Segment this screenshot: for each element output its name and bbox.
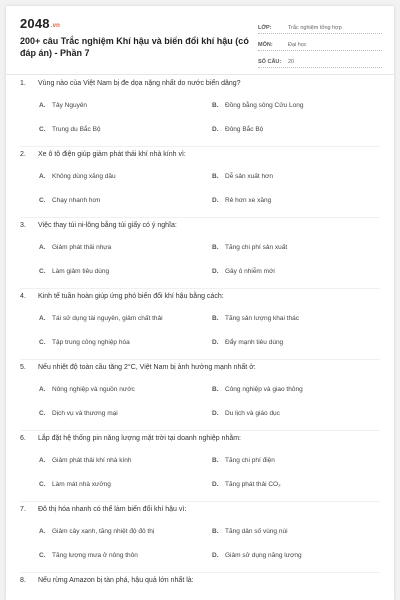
question-text: 2. Xe ô tô điện giúp giảm phát thải khí nhà kính vì: <box>20 151 186 158</box>
meta-count-label: SỐ CÂU: <box>258 59 282 65</box>
option-a[interactable]: A. Tái sử dụng tài nguyên, giảm chất thải <box>39 315 163 322</box>
option-b[interactable]: B. Tăng chi phí sản xuất <box>212 244 288 251</box>
page-title: 200+ câu Trắc nghiệm Khí hậu và biến đổi khí hậu (có đáp án) - Phần 7 <box>20 36 249 58</box>
document-header <box>6 6 394 74</box>
question-text: 4. Kinh tế tuần hoàn giúp ứng phó biến đổi khí hậu bằng cách: <box>20 293 224 300</box>
option-c[interactable]: C. Tăng lượng mưa ở nông thôn <box>39 552 138 559</box>
option-a[interactable]: A. Nông nghiệp và nguồn nước <box>39 386 135 393</box>
option-c[interactable]: C. Chạy nhanh hơn <box>39 197 101 204</box>
option-c[interactable]: C. Làm mát nhà xưởng <box>39 481 111 488</box>
option-a[interactable]: A. Không dùng xăng dầu <box>39 173 116 180</box>
option-a[interactable]: A. Giảm cây xanh, tăng nhiệt độ đô thị <box>39 528 155 535</box>
question-5 <box>6 364 394 435</box>
question-divider <box>20 572 380 573</box>
question-8 <box>6 577 394 600</box>
option-a[interactable]: A. Giảm phát thải nhựa <box>39 244 112 251</box>
question-text: 1. Vùng nào của Việt Nam bị đe dọa nặng nhất do nước biển dâng? <box>20 80 241 87</box>
option-d[interactable]: D. Đẩy mạnh tiêu dùng <box>212 339 284 346</box>
meta-class-value: Trắc nghiệm tổng hợp <box>288 25 342 31</box>
meta-subject-value: Đại học <box>288 42 307 48</box>
question-list <box>6 80 394 600</box>
question-3 <box>6 222 394 293</box>
option-b[interactable]: B. Tăng dân số vùng núi <box>212 528 288 535</box>
meta-subject-row <box>258 36 382 51</box>
question-text: 7. Đô thị hóa nhanh có thể làm biến đổi khí hậu vì: <box>20 506 187 513</box>
option-c[interactable]: C. Dịch vụ và thương mại <box>39 410 118 417</box>
question-2 <box>6 151 394 222</box>
option-b[interactable]: B. Dễ sản xuất hơn <box>212 173 273 180</box>
question-4 <box>6 293 394 364</box>
option-d[interactable]: D. Du lịch và giáo dục <box>212 410 280 417</box>
option-d[interactable]: D. Rẻ hơn xe xăng <box>212 197 272 204</box>
option-c[interactable]: C. Trung du Bắc Bộ <box>39 126 101 133</box>
option-b[interactable]: B. Tăng sản lượng khai thác <box>212 315 300 322</box>
question-6 <box>6 435 394 506</box>
header-divider <box>6 74 394 75</box>
option-d[interactable]: D. Tăng phát thải CO₂ <box>212 481 281 488</box>
meta-class-row <box>258 19 382 34</box>
option-d[interactable]: D. Gây ô nhiễm mới <box>212 268 275 275</box>
question-text: 3. Việc thay túi ni-lông bằng túi giấy có ý nghĩa: <box>20 222 177 229</box>
option-d[interactable]: D. Đông Bắc Bộ <box>212 126 264 133</box>
option-a[interactable]: A. Giảm phát thải khí nhà kính <box>39 457 132 464</box>
question-7 <box>6 506 394 577</box>
question-divider <box>20 501 380 502</box>
option-b[interactable]: B. Đồng bằng sông Cửu Long <box>212 102 304 109</box>
meta-class-label: LỚP: <box>258 25 272 31</box>
document-page <box>6 6 394 600</box>
question-divider <box>20 146 380 147</box>
question-divider <box>20 288 380 289</box>
option-c[interactable]: C. Làm giảm tiêu dùng <box>39 268 110 275</box>
option-b[interactable]: B. Công nghiệp và giao thông <box>212 386 303 393</box>
question-divider <box>20 217 380 218</box>
question-divider <box>20 430 380 431</box>
question-1 <box>6 80 394 151</box>
question-text: 6. Lắp đặt hệ thống pin năng lượng mặt trời tại doanh nghiệp nhằm: <box>20 435 242 442</box>
meta-count-row <box>258 53 382 68</box>
meta-subject-label: MÔN: <box>258 42 273 48</box>
option-b[interactable]: B. Tăng chi phí điện <box>212 457 275 464</box>
option-c[interactable]: C. Tập trung công nghiệp hóa <box>39 339 130 346</box>
question-text: 5. Nếu nhiệt độ toàn cầu tăng 2°C, Việt Nam bị ảnh hưởng mạnh nhất ở: <box>20 364 256 371</box>
option-d[interactable]: D. Giảm sử dụng năng lượng <box>212 552 302 559</box>
option-a[interactable]: A. Tây Nguyên <box>39 102 88 109</box>
question-text: 8. Nếu rừng Amazon bị tàn phá, hậu quả lớn nhất là: <box>20 577 194 584</box>
meta-count-value: 20 <box>288 59 295 65</box>
site-logo[interactable]: 2048.vn <box>20 16 61 31</box>
question-divider <box>20 359 380 360</box>
document-meta <box>258 19 382 70</box>
